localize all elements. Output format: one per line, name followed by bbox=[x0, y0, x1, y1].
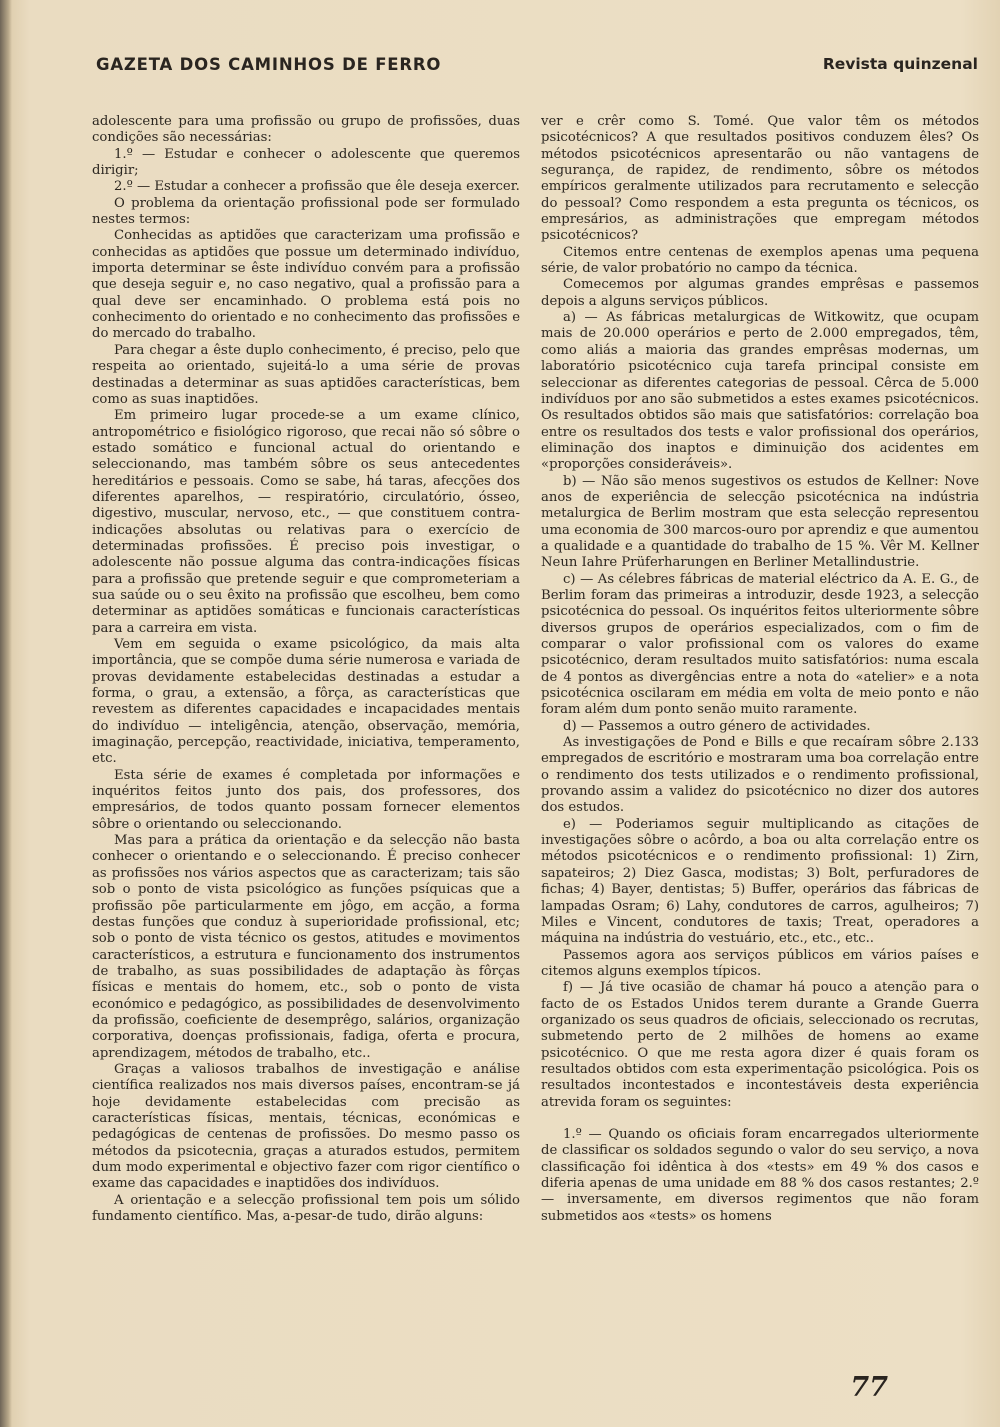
page-number: 77 bbox=[850, 1372, 888, 1403]
paragraph: b) — Não são menos sugestivos os estudos de Kellner: Nove anos de experiência de selecção psicotécnica na indústria metalurgica de Berlim mostram que esta selecção representou uma economia de 300 marcos-ouro por aprendiz e que aumentou a qualidade e a quantidade do trabalho de 15 %. Vêr M. Kellner Neun Iahre Prüferharungen en Berliner Metallindustrie. bbox=[541, 473, 979, 571]
paragraph: Para chegar a êste duplo conhecimento, é preciso, pelo que respeita ao orientado, sujeitá-lo a uma série de provas destinadas a determinar as suas aptidões características, bem como as suas inaptidões. bbox=[92, 342, 520, 407]
left-column bbox=[92, 114, 520, 1344]
paragraph: Mas para a prática da orientação e da selecção não basta conhecer o orientando e o seleccionando. É preciso conhecer as profissões nos vários aspectos que as caracterizam; tais são sob o ponto de vista psicológico as funções psíquicas que a profissão põe particularmente em jôgo, em acção, a forma destas funções que conduz à superioridade profissional, etc; sob o ponto de vista técnico os gestos, atitudes e movimentos característicos, a estrutura e funcionamento dos instrumentos de trabalho, as suas possibilidades de adaptação às fôrças físicas e mentais do homem, etc., sob o ponto de vista económico e pedagógico, as possibilidades de desenvolvimento da profissão, coeficiente de desemprêgo, salários, organização corporativa, doenças profissionais, fadiga, oferta e procura, aprendizagem, métodos de trabalho, etc.. bbox=[92, 833, 520, 1061]
paragraph: Graças a valiosos trabalhos de investigação e análise científica realizados nos mais diversos países, encontram-se já hoje devidamente estabelecidas com precisão as características físicas, mentais, técnicas, económicas e pedagógicas de centenas de profissões. Do mesmo passo os métodos da psicotecnia, graças a aturados estudos, permitem dum modo experimental e objectivo fazer com rigor científico o exame das capacidades e inaptidões dos indivíduos. bbox=[92, 1061, 520, 1192]
paragraph: As investigações de Pond e Bills e que recaíram sôbre 2.133 empregados de escritório e mostraram uma boa correlação entre o rendimento dos tests utilizados e o rendimento profissional, provando assim a validez do psicotécnico no dizer dos autores dos estudos. bbox=[541, 735, 979, 816]
paragraph: A orientação e a selecção profissional tem pois um sólido fundamento científico. Mas, a-pesar-de tudo, dirão alguns: bbox=[92, 1192, 520, 1225]
paragraph: 1.º — Estudar e conhecer o adolescente que queremos dirigir; bbox=[92, 146, 520, 179]
paragraph: 1.º — Quando os oficiais foram encarregados ulteriormente de classificar os soldados segundo o valor do seu serviço, a nova classificação foi idêntica à dos «tests» em 49 % dos casos e diferia apenas de uma unidade em 88 % dos casos restantes; 2.º — inversamente, em diversos regimentos que não foram submetidos aos «tests» os homens bbox=[541, 1126, 979, 1224]
paragraph: Conhecidas as aptidões que caracterizam uma profissão e conhecidas as aptidões que possue um determinado indivíduo, importa determinar se êste indivíduo convém para a profissão que deseja seguir e, no caso negativo, qual a profissão para a qual deve ser encaminhado. O problema está pois no conhecimento do orientado e no conhecimento das profissões e do mercado do trabalho. bbox=[92, 228, 520, 342]
paragraph: Comecemos por algumas grandes emprêsas e passemos depois a alguns serviços públicos. bbox=[541, 277, 979, 309]
paragraph: Em primeiro lugar procede-se a um exame clínico, antropométrico e fisiológico rigoroso, que recai não só sôbre o estado somático e funcional actual do orientando e seleccionando, mas também sôbre os seus antecedentes hereditários e pessoais. Como se sabe, há taras, afecções dos diferentes aparelhos, — respiratório, circulatório, ósseo, digestivo, muscular, nervoso, etc., — que constituem contra-indicações absolutas ou relativas para o exercício de determinadas profissões. É preciso pois investigar, o adolescente não possue alguma das contra-indicações físicas para a profissão que pretende seguir e que comprometeriam a sua saúde ou o seu êxito na profissão que escolheu, bem como determinar as aptidões somáticas e funcionais características para a carreira em vista. bbox=[92, 408, 520, 636]
paragraph: Vem em seguida o exame psicológico, da mais alta importância, que se compõe duma série numerosa e variada de provas devidamente estabelecidas destinadas a estudar a forma, o grau, a extensão, a fôrça, as características que revestem as diferentes capacidades e incapacidades mentais do indivíduo — inteligência, atenção, observação, memória, imaginação, percepção, reactividade, iniciativa, temperamento, etc. bbox=[92, 637, 520, 767]
paragraph: ver e crêr como S. Tomé. Que valor têm os métodos psicotécnicos? A que resultados positivos conduzem êles? Os métodos psicotécnicos apresentarão ou não vantagens de segurança, de rapidez, de rendimento, sôbre os métodos empíricos geralmente utilizados para recrutamento e selecção do pessoal? Como respondem a esta pregunta os técnicos, os empresários, as administrações que empregam métodos psicotécnicos? bbox=[541, 114, 979, 244]
paragraph: 2.º — Estudar a conhecer a profissão que êle deseja exercer. bbox=[114, 179, 520, 195]
paragraph: a) — As fábricas metalurgicas de Witkowitz, que ocupam mais de 20.000 operários e perto de 2.000 empregados, têm, como aliás a maioria das grandes emprêsas modernas, um laboratório psicotécnico cuja tarefa principal consiste em seleccionar as diferentes categorias de pessoal. Cêrca de 5.000 indivíduos por ano são submetidos a estes exames psicotécnicos. Os resultados obtidos são mais que satisfatórios: correlação boa entre os resultados dos tests e valor profissional dos operários, eliminação dos inaptos e diminuição dos acidentes em «proporções consideráveis». bbox=[541, 310, 979, 473]
paragraph: d) — Passemos a outro género de actividades. bbox=[563, 718, 871, 734]
paragraph: f) — Já tive ocasião de chamar há pouco a atenção para o facto de os Estados Unidos terem durante a Grande Guerra organizado os seus quadros de oficiais, seleccionado os recrutas, submetendo perto de 2 milhões de homens ao exame psicotécnico. O que me resta agora dizer é quais foram os resultados obtidos com esta experimentação psicológica. Pois os resultados incontestados e incontestáveis desta experiência atrevida foram os seguintes: bbox=[541, 980, 979, 1110]
paragraph: e) — Poderiamos seguir multiplicando as citações de investigações sôbre o acôrdo, a boa ou alta correlação entre os métodos psicotécnicos e o rendimento profissional: 1) Zirn, sapateiros; 2) Diez Gasca, modistas; 3) Bolt, perfuradores de fichas; 4) Bayer, dentistas; 5) Buffer, operários das fábricas de lampadas Osram; 6) Lahy, condutores de carros, agulheiros; 7) Miles e Vincent, condutores de taxis; Treat, operadores a máquina na indústria do vestuário, etc., etc., etc.. bbox=[541, 816, 979, 947]
journal-subtitle: Revista quinzenal bbox=[822, 55, 978, 73]
paragraph: c) — As célebres fábricas de material eléctrico da A. E. G., de Berlim foram das primeiras a introduzir, desde 1923, a selecção psicotécnica do pessoal. Os inquéritos feitos ulteriormente sôbre diversos grupos de operários especializados, com o fim de comparar o valor profissional com os valores do exame psicotécnico, deram resultados muito satisfatórios: numa escala de 4 pontos as divergências entre a nota do «atelier» e a nota psicotécnica oscilaram em média em volta de meio ponto e não foram além dum ponto senão muito raramente. bbox=[541, 571, 979, 718]
paragraph: O problema da orientação profissional pode ser formulado nestes termos: bbox=[92, 195, 520, 228]
paragraph: Citemos entre centenas de exemplos apenas uma pequena série, de valor probatório no campo da técnica. bbox=[541, 244, 979, 277]
paragraph: adolescente para uma profissão ou grupo de profissões, duas condições são necessárias: bbox=[92, 114, 520, 146]
page-binding-edge bbox=[0, 0, 12, 1427]
right-column bbox=[541, 114, 979, 1344]
journal-title: GAZETA DOS CAMINHOS DE FERRO bbox=[96, 55, 442, 74]
paragraph: Esta série de exames é completada por informações e inquéritos feitos junto dos pais, dos professores, dos empresários, de todos quanto possam fornecer elementos sôbre o orientando ou seleccionando. bbox=[92, 767, 520, 832]
paragraph: Passemos agora aos serviços públicos em vários países e citemos alguns exemplos típicos. bbox=[541, 947, 979, 979]
